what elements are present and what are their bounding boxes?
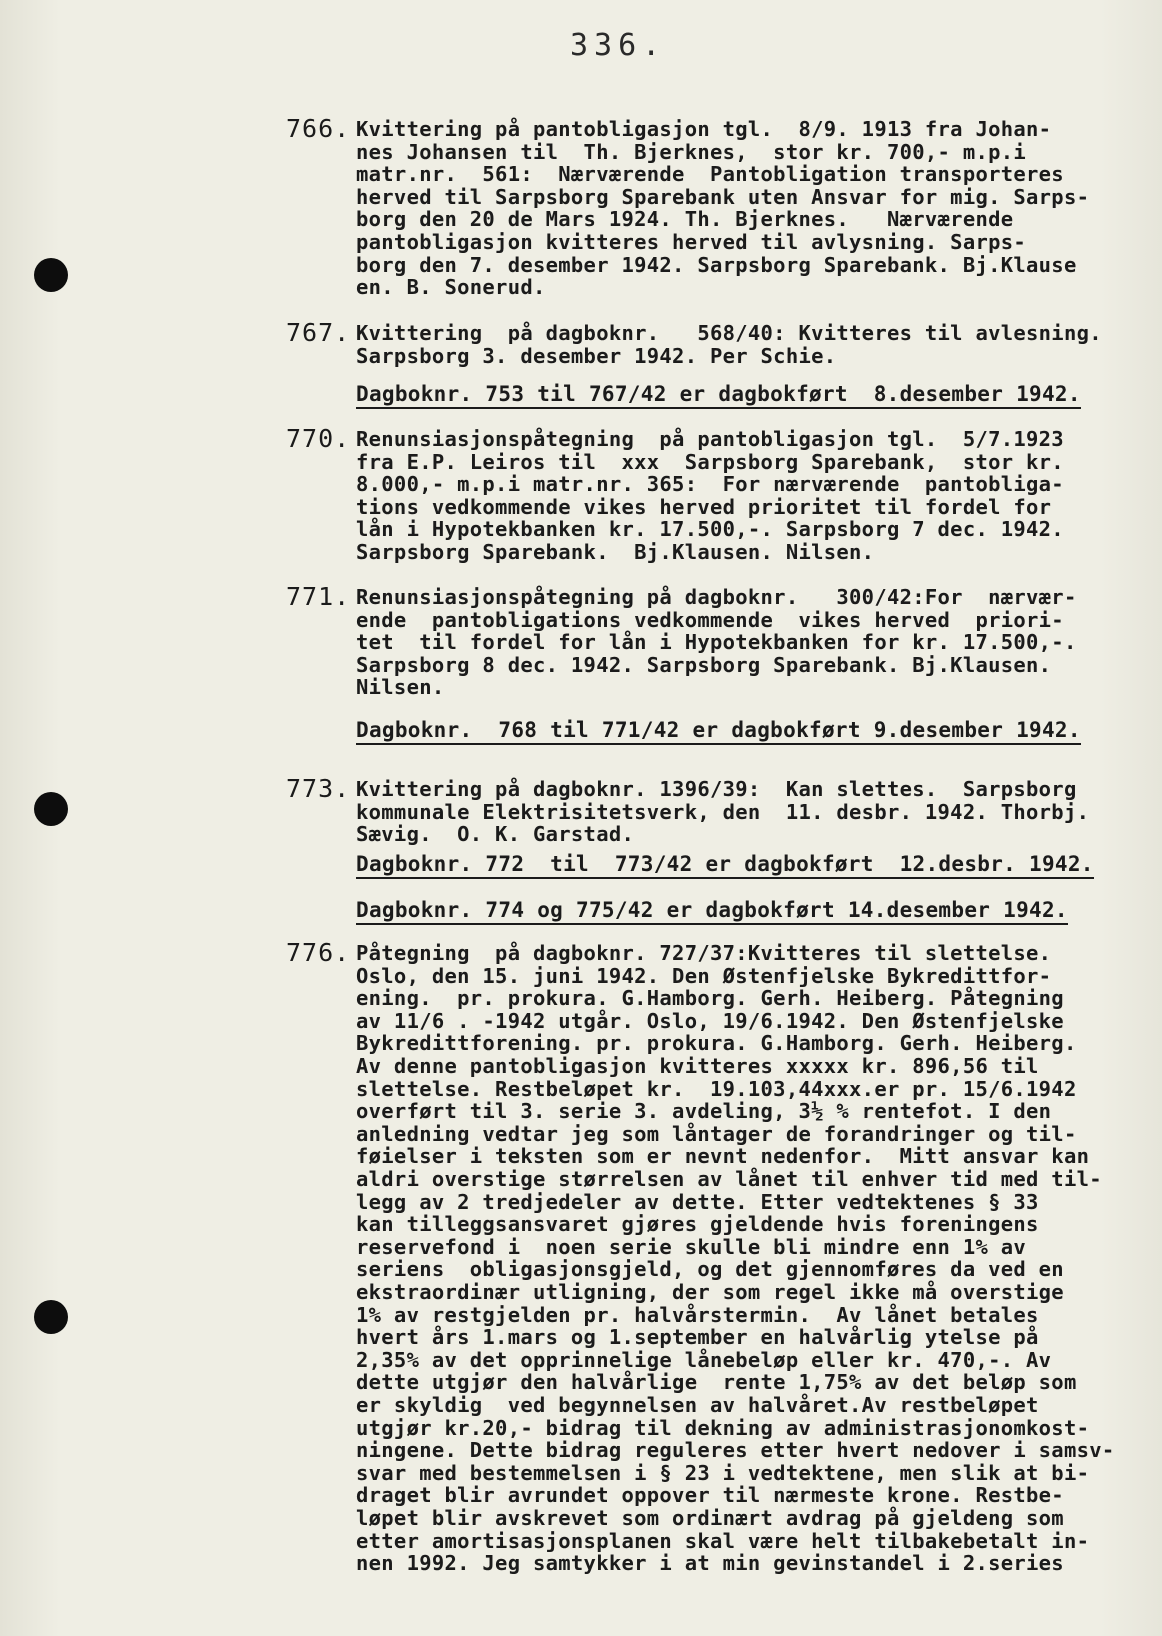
entry-text-line: av 11/6 . -1942 utgår. Oslo, 19/6.1942. Den Østenfjelske: [356, 1008, 1064, 1033]
entry-text-line: 1% av restgjelden pr. halvårstermin. Av lånet betales: [356, 1302, 1039, 1327]
entry-text-line: Sævig. O. K. Garstad.: [356, 822, 635, 847]
entry-text-line: nen 1992. Jeg samtykker i at min gevinstandel i 2.series: [356, 1551, 1064, 1576]
entry-text-line: overført til 3. serie 3. avdeling, 3½ % rentefot. I den: [356, 1099, 1052, 1124]
entry-number: 766.: [286, 114, 351, 143]
entry-text-line: Sarpsborg Sparebank. Bj.Klausen. Nilsen.: [356, 540, 875, 564]
entry-text-line: Av denne pantobligasjon kvitteres xxxxx kr. 896,56 til: [356, 1054, 1039, 1078]
punch-hole: [34, 258, 68, 292]
entry-text-line: slettelse. Restbeløpet kr. 19.103,44xxx.er pr. 15/6.1942: [356, 1076, 1077, 1101]
entry-text-line: Kvittering på dagboknr. 568/40: Kvitteres til avlesning.: [356, 321, 1102, 345]
entry-number: 776.: [286, 938, 351, 967]
entry-text-line: Sarpsborg 8 dec. 1942. Sarpsborg Sparebank. Bj.Klausen.: [356, 652, 1052, 677]
punch-hole: [34, 1300, 68, 1334]
entry-text-line: Renunsiasjonspåtegning på dagboknr. 300/42:For nærvær-: [356, 585, 1077, 609]
entry-text-line: Kvittering på dagboknr. 1396/39: Kan slettes. Sarpsborg: [356, 777, 1077, 801]
entry-text-line: herved til Sarpsborg Sparebank uten Ansvar for mig. Sarps-: [356, 184, 1090, 209]
page-number: 336.: [570, 28, 667, 63]
entry-text-line: reservefond i noen serie skulle bli mindre enn 1% av: [356, 1234, 1027, 1259]
entry-text-line: ekstraordinær utligning, der som regel ikke må overstige: [356, 1280, 1064, 1304]
entry-number: 767.: [286, 318, 351, 347]
dagbok-line: Dagboknr. 774 og 775/42 er dagbokført 14.desember 1942.: [356, 898, 1068, 925]
entry-text-line: Bykredittforening. pr. prokura. G.Hamborg. Gerh. Heiberg.: [356, 1031, 1077, 1056]
entry-text-line: nes Johansen til Th. Bjerknes, stor kr. 700,- m.p.i: [356, 139, 1027, 164]
entry-text-line: ende pantobligations vedkommende vikes herved priori-: [356, 607, 1064, 632]
entry-text-line: utgjør kr.20,- bidrag til dekning av administrasjonomkost-: [356, 1415, 1090, 1440]
entry-text-line: kommunale Elektrisitetsverk, den 11. desbr. 1942. Thorbj.: [356, 799, 1090, 824]
entry-text-line: Kvittering på pantobligasjon tgl. 8/9. 1913 fra Johan-: [356, 117, 1052, 141]
entry-text-line: draget blir avrundet oppover til nærmeste krone. Restbe-: [356, 1483, 1064, 1508]
entry-text-line: er skyldig ved begynnelsen av halvåret.Av restbeløpet: [356, 1393, 1039, 1417]
entry-text-line: fra E.P. Leiros til xxx Sarpsborg Sparebank, stor kr.: [356, 449, 1064, 474]
entry-text-line: føielser i teksten som er nevnt nedenfor. Mitt ansvar kan: [356, 1144, 1090, 1169]
entry-text-line: anledning vedtar jeg som låntager de forandringer og til-: [356, 1121, 1077, 1146]
entry-text-line: Påtegning på dagboknr. 727/37:Kvitteres til slettelse.: [356, 941, 1052, 965]
entry-text-line: en. B. Sonerud.: [356, 275, 546, 300]
entry-text-line: legg av 2 tredjedeler av dette. Etter vedtektenes § 33: [356, 1189, 1039, 1214]
entry-text-line: matr.nr. 561: Nærværende Pantobligation transporteres: [356, 162, 1064, 187]
entry-text-line: etter amortisasjonsplanen skal være helt tilbakebetalt in-: [356, 1528, 1090, 1553]
entry-text-line: Nilsen.: [356, 675, 445, 700]
dagbok-line: Dagboknr. 772 til 773/42 er dagbokført 12.desbr. 1942.: [356, 852, 1094, 879]
entry-text-line: ening. pr. prokura. G.Hamborg. Gerh. Heiberg. Påtegning: [356, 986, 1064, 1011]
entry-text-line: pantobligasjon kvitteres herved til avlysning. Sarps-: [356, 230, 1027, 254]
entry-text-line: borg den 20 de Mars 1924. Th. Bjerknes. Nærværende: [356, 207, 1014, 232]
entry-number: 771.: [286, 582, 351, 611]
entry-text-line: seriens obligasjonsgjeld, og det gjennomføres da ved en: [356, 1257, 1064, 1282]
entry-text-line: tions vedkommende vikes herved prioritet til fordel for: [356, 494, 1052, 519]
entry-text-line: Oslo, den 15. juni 1942. Den Østenfjelske Bykredittfor-: [356, 963, 1052, 988]
entry-text-line: kan tilleggsansvaret gjøres gjeldende hvis foreningens: [356, 1212, 1039, 1237]
entry-text-line: hvert års 1.mars og 1.september en halvårlig ytelse på: [356, 1325, 1039, 1350]
entry-number: 770.: [286, 424, 351, 453]
entry-text-line: Renunsiasjonspåtegning på pantobligasjon tgl. 5/7.1923: [356, 427, 1064, 451]
entry-text-line: dette utgjør den halvårlige rente 1,75% av det beløp som: [356, 1370, 1077, 1395]
entry-text-line: 8.000,- m.p.i matr.nr. 365: For nærværende pantobliga-: [356, 472, 1064, 497]
entry-text-line: løpet blir avskrevet som ordinært avdrag på gjeldeng som: [356, 1506, 1064, 1530]
entry-text-line: svar med bestemmelsen i § 23 i vedtektene, men slik at bi-: [356, 1460, 1090, 1485]
dagbok-line: Dagboknr. 768 til 771/42 er dagbokført 9.desember 1942.: [356, 718, 1081, 745]
entry-text-line: lån i Hypotekbanken kr. 17.500,-. Sarpsborg 7 dec. 1942.: [356, 517, 1064, 542]
entry-text-line: aldri overstige størrelsen av lånet til enhver tid med til-: [356, 1167, 1102, 1191]
entry-text-line: ningene. Dette bidrag reguleres etter hvert nedover i samsv-: [356, 1438, 1115, 1463]
entry-text-line: 2,35% av det opprinnelige lånebeløp eller kr. 470,-. Av: [356, 1347, 1052, 1372]
entry-text-line: Sarpsborg 3. desember 1942. Per Schie.: [356, 343, 837, 368]
entry-number: 773.: [286, 774, 351, 803]
dagbok-line: Dagboknr. 753 til 767/42 er dagbokført 8.desember 1942.: [356, 382, 1081, 409]
punch-hole: [34, 792, 68, 826]
entry-text-line: borg den 7. desember 1942. Sarpsborg Sparebank. Bj.Klause: [356, 252, 1077, 277]
entry-text-line: tet til fordel for lån i Hypotekbanken for kr. 17.500,-.: [356, 630, 1077, 655]
